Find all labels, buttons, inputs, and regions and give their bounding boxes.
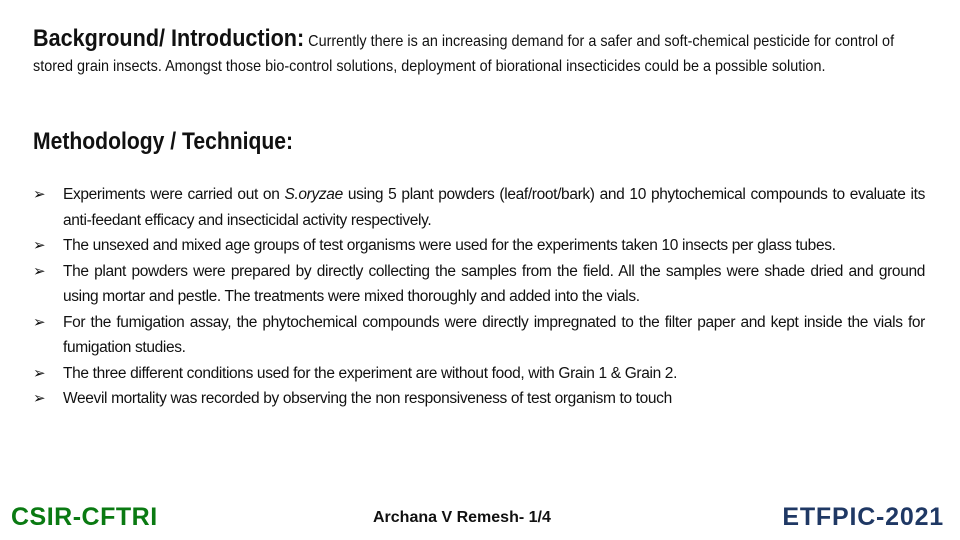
arrow-bullet-icon: ➢: [33, 364, 46, 382]
list-item: [33, 259, 925, 310]
arrow-bullet-icon: ➢: [33, 237, 46, 254]
text-segment: using 5 plant powders (leaf/root/bark) and 10 phytochemical compounds to evaluate its anti-feedant efficacy and insecticidal activity respectively.: [63, 186, 925, 229]
list-item-text: [63, 182, 925, 233]
intro-heading: Background/ Introduction:: [33, 25, 305, 52]
list-item: [33, 233, 925, 259]
methodology-heading: Methodology / Technique:: [33, 128, 294, 155]
list-item-text: The three different conditions used for the experiment are without food, with Grain 1 & Grain 2.: [63, 364, 678, 382]
list-item-text: The plant powders were prepared by directly collecting the samples from the field. All the samples were shade dried and ground using mortar and pestle. The treatments were mixed thoroughly and added into the vials.: [63, 262, 925, 305]
arrow-bullet-icon: ➢: [33, 390, 46, 407]
methodology-list: [33, 182, 925, 412]
institution-label: CSIR-CFTRI: [11, 503, 158, 531]
arrow-bullet-icon: ➢: [33, 186, 46, 203]
arrow-bullet-icon: ➢: [33, 262, 46, 280]
intro-text: Currently there is an increasing demand for a safer and soft-chemical pesticide for control of stored grain insects. Amongst those bio-control solutions, deployment of biorational insecticides could be a possible solution.: [33, 33, 895, 75]
list-item: [33, 361, 925, 387]
intro-paragraph: [33, 26, 911, 79]
text-segment: Experiments were carried out on: [63, 186, 285, 203]
author-page-label: Archana V Remesh- 1/4: [373, 509, 551, 526]
arrow-bullet-icon: ➢: [33, 313, 46, 331]
list-item: [33, 386, 925, 412]
list-item: [33, 182, 925, 233]
list-item-text: The unsexed and mixed age groups of test organisms were used for the experiments taken 10 insects per glass tubes.: [63, 237, 836, 254]
event-label: ETFPIC-2021: [782, 503, 944, 531]
list-item-text: Weevil mortality was recorded by observing the non responsiveness of test organism to touch: [63, 390, 672, 407]
species-name: S.oryzae: [284, 186, 343, 203]
list-item: [33, 310, 925, 361]
list-item-text: For the fumigation assay, the phytochemical compounds were directly impregnated to the filter paper and kept inside the vials for fumigation studies.: [63, 313, 925, 356]
